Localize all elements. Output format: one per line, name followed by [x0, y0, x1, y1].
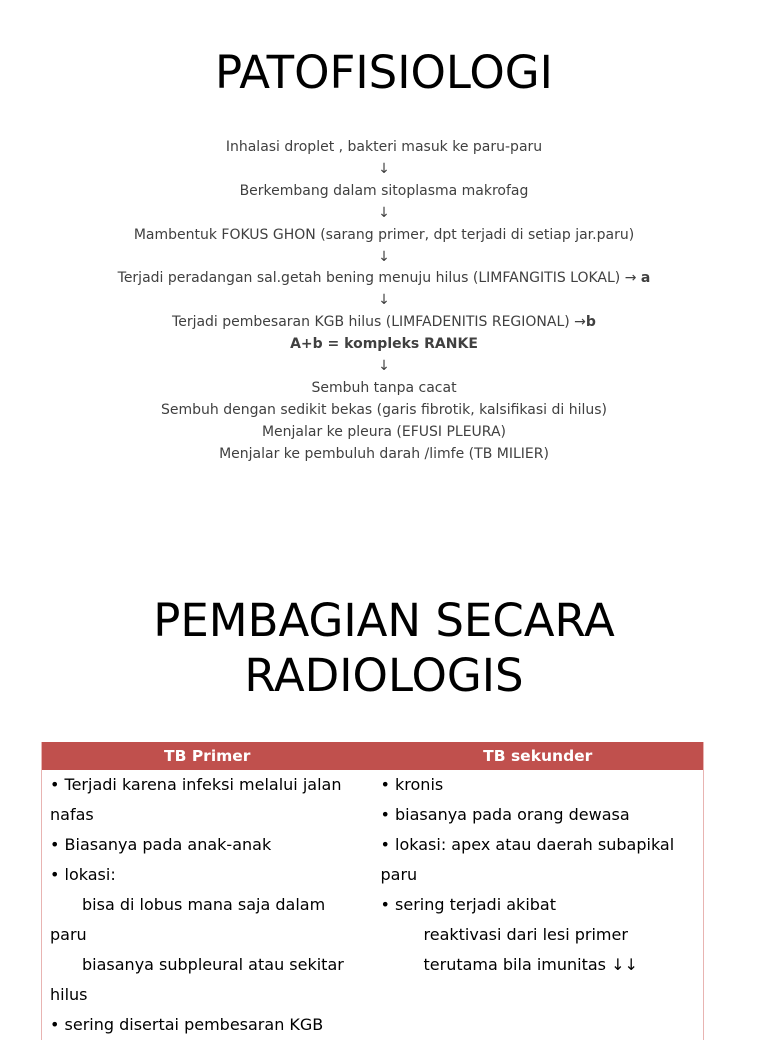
list-item: paru — [380, 865, 418, 884]
column-tb-primer — [42, 770, 373, 1040]
header-tb-sekunder: TB sekunder — [483, 747, 593, 765]
flow-step-inhalation: Inhalasi droplet , bakteri masuk ke paru-paru — [225, 139, 543, 155]
outcome-heal-with-scar: Sembuh dengan sedikit bekas (garis fibrotik, kalsifikasi di hilus) — [160, 401, 608, 418]
flow-step-ghon-focus: Mambentuk FOKUS GHON (sarang primer, dpt terjadi di setiap jar.paru) — [133, 226, 635, 243]
list-item: • Biasanya pada anak-anak — [50, 835, 272, 854]
table-body — [42, 770, 703, 1040]
slide-title-line-2: RADIOLOGIS — [244, 649, 524, 702]
slide-title-patofisiologi: PATOFISIOLOGI — [215, 46, 553, 99]
outcome-pleural-effusion: Menjalar ke pleura (EFUSI PLEURA) — [261, 423, 507, 440]
slide-title-line-1: PEMBAGIAN SECARA — [153, 594, 615, 647]
down-arrow-icon: ↓ — [378, 248, 390, 265]
down-arrow-icon: ↓ — [378, 292, 390, 309]
list-item: • lokasi: apex atau daerah subapikal — [380, 835, 675, 854]
column-tb-sekunder — [373, 770, 704, 1040]
flow-step-lymphadenitis — [0, 312, 768, 334]
list-item: • Terjadi karena infeksi melalui jalan — [50, 775, 342, 794]
list-item: • kronis — [380, 775, 444, 794]
down-arrow-icon: ↓ — [378, 204, 390, 221]
down-arrow-icon: ↓ — [378, 358, 390, 375]
flow-step-lymphangitis-label: a — [640, 270, 651, 287]
down-arrow-icon: ↓ — [378, 160, 390, 177]
list-item: reaktivasi dari lesi primer — [423, 925, 628, 944]
list-item: nafas — [50, 805, 94, 824]
list-item: bisa di lobus mana saja dalam — [82, 895, 326, 914]
outcome-heal-no-defect: Sembuh tanpa cacat — [311, 379, 457, 396]
slide-title-radiologis — [0, 593, 768, 703]
flow-step-lymphangitis — [0, 268, 768, 290]
list-item: • sering disertai pembesaran KGB — [50, 1015, 324, 1034]
list-item: • biasanya pada orang dewasa — [380, 805, 630, 824]
outcome-miliary-tb: Menjalar ke pembuluh darah /limfe (TB MILIER) — [219, 445, 549, 462]
flow-step-ranke-complex: A+b = kompleks RANKE — [290, 336, 478, 353]
list-item: • lokasi: — [50, 865, 116, 884]
list-item: paru — [50, 925, 87, 944]
list-item: terutama bila imunitas ↓↓ — [423, 955, 638, 974]
header-tb-primer: TB Primer — [164, 747, 251, 765]
pathophysiology-flow — [0, 137, 768, 466]
comparison-table — [41, 742, 704, 1040]
flow-step-lymphangitis-text: Terjadi peradangan sal.getah bening menuju hilus (LIMFANGITIS LOKAL) → — [117, 270, 641, 287]
flow-step-macrophage: Berkembang dalam sitoplasma makrofag — [239, 182, 529, 199]
list-item: hilus — [50, 985, 88, 1004]
flow-step-lymphadenitis-text: Terjadi pembesaran KGB hilus (LIMFADENITIS REGIONAL) → — [172, 314, 586, 331]
list-item: • sering terjadi akibat — [380, 895, 556, 914]
flow-step-lymphadenitis-label: b — [585, 314, 596, 331]
list-item: biasanya subpleural atau sekitar — [82, 955, 344, 974]
table-header — [42, 742, 703, 770]
